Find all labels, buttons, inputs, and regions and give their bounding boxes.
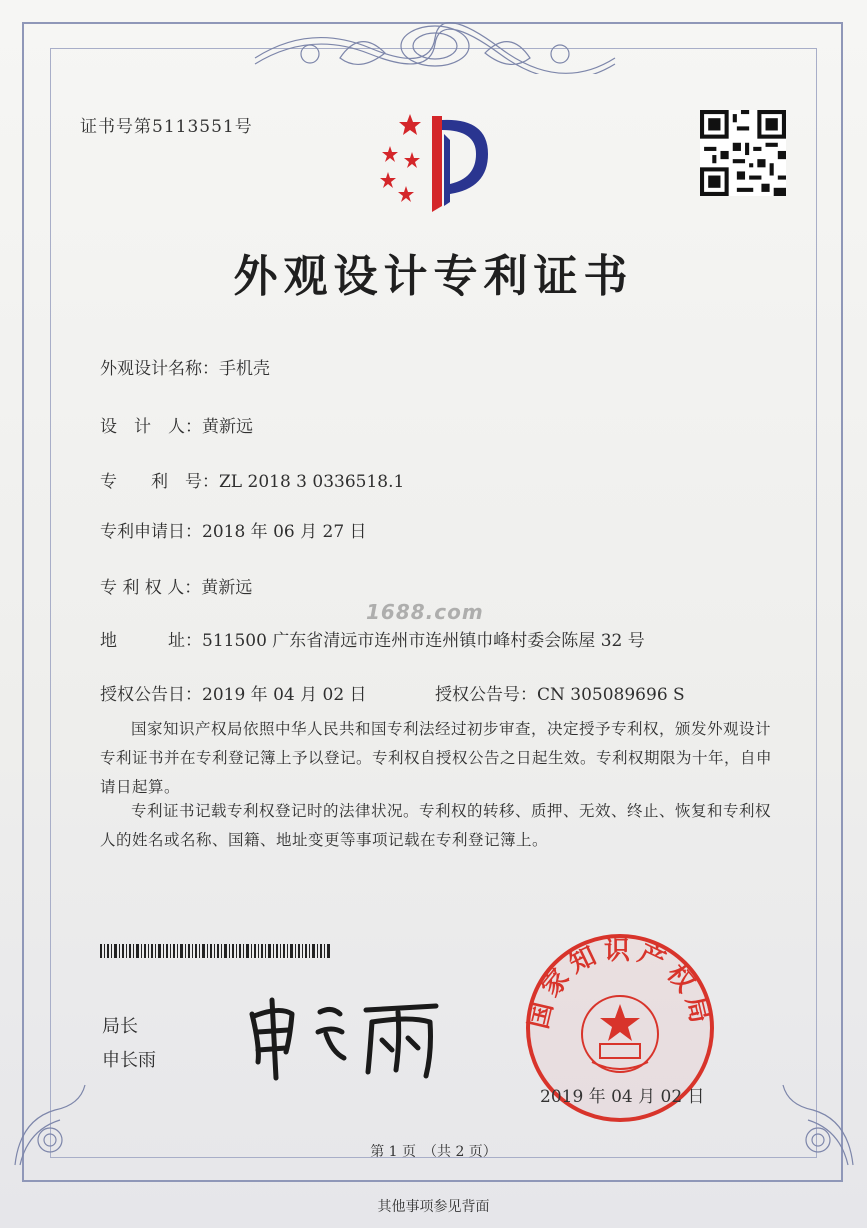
field-announcement-number — [435, 680, 685, 705]
page-number: 第 1 页 （共 2 页） — [370, 1144, 497, 1160]
patent-office-logo — [370, 106, 500, 216]
top-ornament — [250, 18, 620, 74]
field-label: 授权公告号： — [435, 685, 537, 705]
field-value: 黄新远 — [201, 578, 253, 598]
field-label: 专 利 权 人： — [100, 578, 202, 598]
field-value: 2018 年 06 月 27 日 — [202, 522, 367, 542]
field-patent-number — [100, 467, 404, 492]
footer-note: 其他事项参见背面 — [377, 1199, 490, 1215]
paragraph-legal-status: 专利证书记载专利权登记时的法律状况。专利权的转移、质押、无效、终止、恢复和专利权人的姓名或名称、国籍、地址变更等事项记载在专利登记簿上。 — [100, 802, 772, 849]
field-announcement-date — [100, 680, 367, 705]
qr-code — [700, 110, 786, 196]
barcode — [100, 944, 330, 958]
field-label: 授权公告日： — [100, 685, 202, 705]
field-value: ZL 2018 3 0336518.1 — [219, 472, 405, 492]
field-value: 2019 年 04 月 02 日 — [202, 685, 367, 705]
certificate-number: 证书号第5113551号 — [80, 117, 253, 137]
field-value: CN 305089696 S — [537, 685, 685, 705]
seal-date: 2019 年 04 月 02 日 — [540, 1087, 705, 1107]
director-name: 申长雨 — [102, 1050, 156, 1071]
field-label: 专利申请日： — [100, 522, 202, 542]
field-application-date — [100, 517, 367, 542]
field-value: 511500 广东省清远市连州市连州镇巾峰村委会陈屋 32 号 — [202, 631, 645, 651]
field-label: 外观设计名称： — [100, 359, 219, 379]
handwritten-signature — [240, 992, 450, 1082]
certificate-title: 外观设计专利证书 — [233, 251, 634, 302]
seal-text: 国家知识产权局 — [523, 936, 717, 1032]
field-label: 设 计 人： — [100, 417, 202, 437]
paragraph-grant: 国家知识产权局依照中华人民共和国专利法经过初步审查，决定授予专利权，颁发外观设计专利证书并在专利登记簿上予以登记。专利权自授权公告之日起生效。专利权期限为十年，自申请日起算。 — [100, 720, 773, 796]
field-design-name — [100, 354, 270, 379]
field-designer — [100, 412, 253, 437]
director-title: 局长 — [102, 1016, 138, 1037]
field-address — [100, 626, 645, 651]
watermark: 1688.com — [366, 600, 484, 624]
field-patentee — [100, 573, 252, 598]
field-label: 地 址： — [100, 631, 202, 651]
field-label: 专 利 号： — [100, 472, 219, 492]
field-value: 黄新远 — [202, 417, 253, 437]
field-value: 手机壳 — [219, 359, 270, 379]
